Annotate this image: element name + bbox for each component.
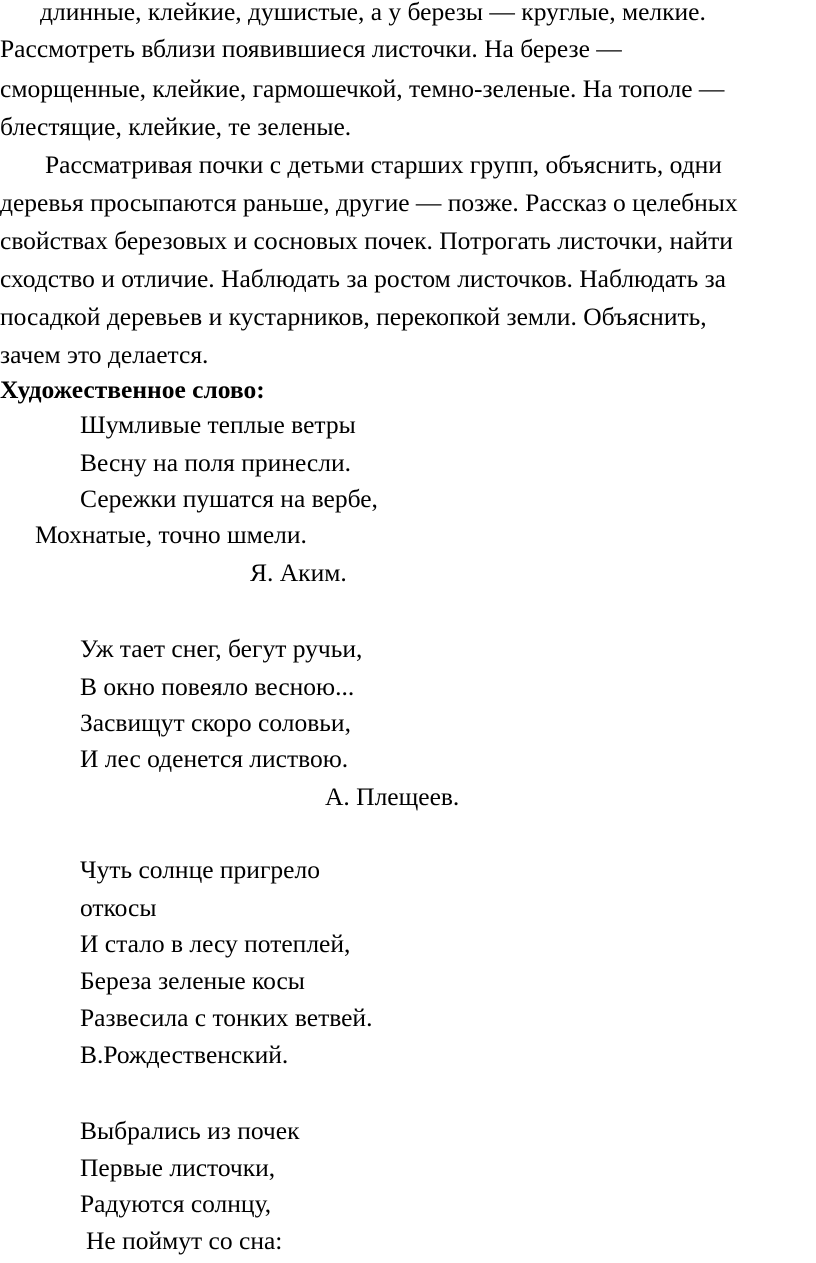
paragraph2-line: Рассматривая почки с детьми старших групп, объяснить, одни xyxy=(45,150,722,179)
section-heading: Художественное слово: xyxy=(0,375,265,404)
poem1-line: Мохнатые, точно шмели. xyxy=(35,520,307,549)
poem4-line: Выбрались из почек xyxy=(80,1116,300,1145)
poem1-author: Я. Аким. xyxy=(250,558,347,587)
poem1-line: Шумливые теплые ветры xyxy=(80,410,356,439)
paragraph2-line: свойствах березовых и сосновых почек. Потрогать листочки, найти xyxy=(0,226,733,255)
paragraph1-line: сморщенные, клейкие, гармошечкой, темно-зеленые. На тополе — xyxy=(0,74,725,103)
poem4-line: Не поймут со сна: xyxy=(86,1226,283,1255)
paragraph2-line: посадкой деревьев и кустарников, перекопкой земли. Объяснить, xyxy=(0,302,707,331)
poem2-line: Уж тает снег, бегут ручьи, xyxy=(80,634,363,663)
poem3-line: откосы xyxy=(80,893,157,922)
paragraph2-line: деревья просыпаются раньше, другие — позже. Рассказ о целебных xyxy=(0,188,738,217)
poem3-line: Береза зеленые косы xyxy=(80,966,305,995)
poem2-line: Засвищут скоро соловьи, xyxy=(80,708,351,737)
paragraph1-line: блестящие, клейкие, те зеленые. xyxy=(0,112,352,141)
poem2-line: В окно повеяло весною... xyxy=(80,672,355,701)
poem1-line: Весну на поля принесли. xyxy=(80,448,351,477)
poem4-line: Радуются солнцу, xyxy=(80,1189,272,1218)
paragraph1-line: Рассмотреть вблизи появившиеся листочки. На березе — xyxy=(0,34,622,63)
poem3-line: Развесила с тонких ветвей. xyxy=(80,1003,373,1032)
poem3-line: Чуть солнце пригрело xyxy=(80,855,320,884)
poem1-line: Сережки пушатся на вербе, xyxy=(80,484,378,513)
poem2-line: И лес оденется листвою. xyxy=(80,744,349,773)
poem3-author-line: В.Рождественский. xyxy=(80,1040,289,1069)
poem3-line: И стало в лесу потеплей, xyxy=(80,929,351,958)
paragraph2-line: зачем это делается. xyxy=(0,340,209,369)
paragraph1-line: длинные, клейкие, душистые, а у березы — круглые, мелкие. xyxy=(40,0,706,26)
poem4-line: Первые листочки, xyxy=(80,1153,276,1182)
paragraph2-line: сходство и отличие. Наблюдать за ростом листочков. Наблюдать за xyxy=(0,264,726,293)
poem2-author: А. Плещеев. xyxy=(325,782,460,811)
